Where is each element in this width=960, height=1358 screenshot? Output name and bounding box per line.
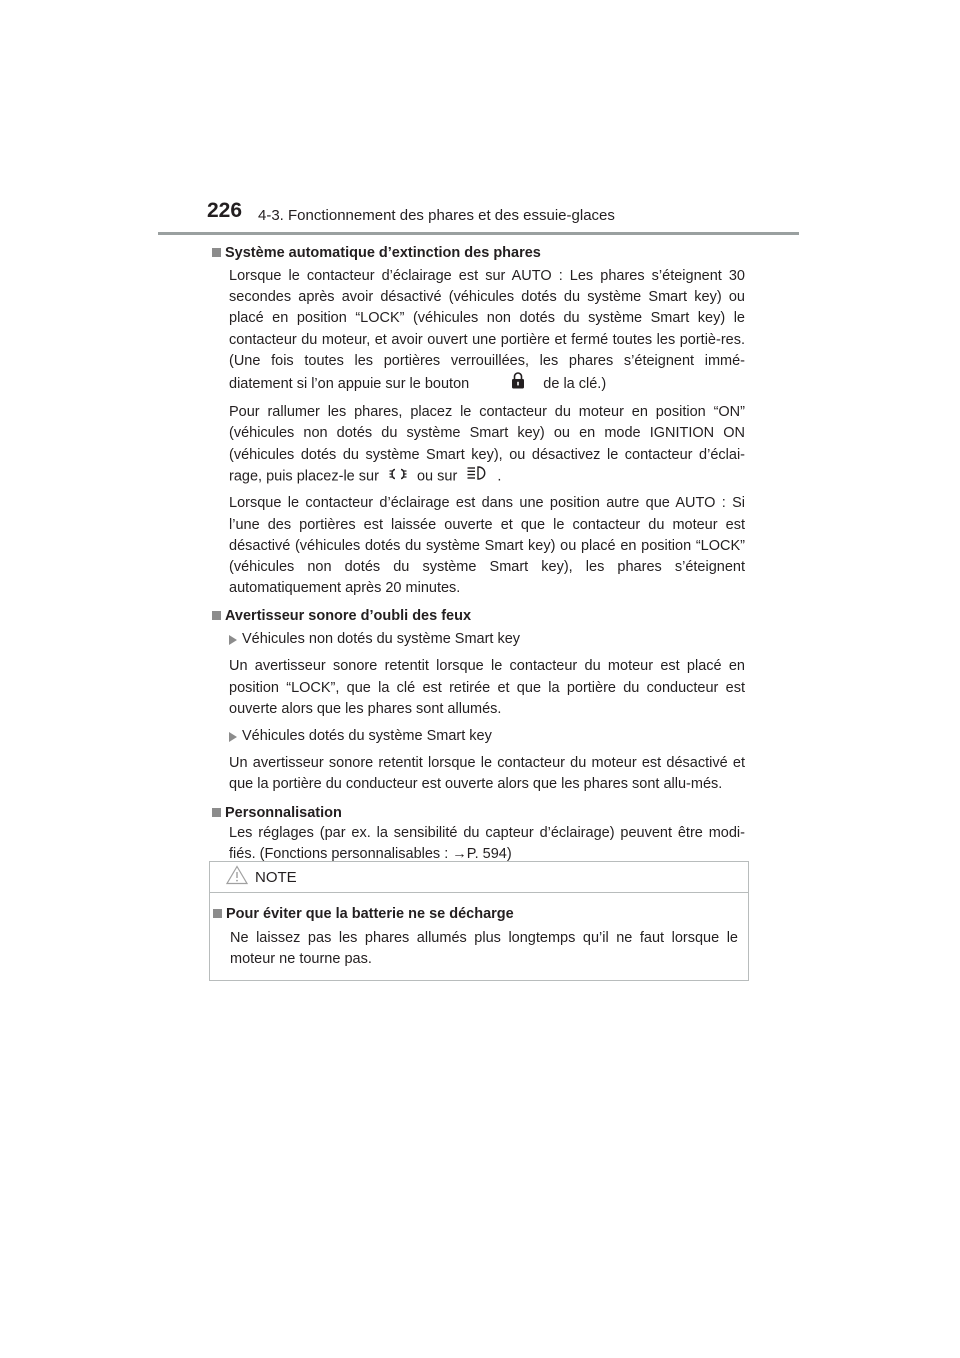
header-divider	[158, 232, 799, 235]
heading-auto-off	[212, 244, 745, 263]
square-bullet-icon	[213, 909, 222, 918]
paragraph-auto-off-1	[229, 266, 745, 396]
paragraph-text: Lorsque le contacteur d’éclairage est sur AUTO : Les phares s’éteignent 30 secondes après avoir désactivé (véhicules dotés du système Smart key) ou placé en position “LOCK” (véhicules non dotés du système Smart key) le contacteur du moteur, et avoir ouvert une portière et fermé toutes les portiè-res. (Une fois toutes les portières verrouillées, les phares s’éteignent immé-diatement si l’on appuie sur le bouton	[229, 268, 745, 392]
note-heading-text: Pour éviter que la batterie ne se décharge	[226, 906, 514, 922]
arrow-icon: →	[452, 845, 467, 862]
heading-buzzer-text: Avertisseur sonore d’oubli des feux	[225, 608, 472, 625]
main-content	[212, 244, 745, 871]
note-header	[210, 862, 748, 893]
paragraph-text: de la clé.)	[543, 375, 607, 392]
square-bullet-icon	[212, 808, 221, 817]
lock-icon	[511, 372, 525, 396]
triangle-bullet-icon	[229, 732, 237, 742]
paragraph-text: .	[497, 468, 502, 485]
subheading-text: Véhicules dotés du système Smart key	[242, 728, 492, 745]
triangle-bullet-icon	[229, 635, 237, 645]
paragraph-auto-off-3: Lorsque le contacteur d’éclairage est dans une position autre que AUTO : Si l’une des portières est laissée ouverte et que le contacteur du moteur est désactivé (véhicules dotés du système Smart key) ou placé en position “LOCK” (véhicules non dotés du système Smart key), les phares s’éteignent automatiquement après 20 minutes.	[229, 495, 745, 597]
note-text: Ne laissez pas les phares allumés plus longtemps qu’il ne faut lorsque le moteur ne tourne pas.	[230, 930, 738, 968]
paragraph-auto-off-2	[229, 402, 745, 487]
note-box	[209, 861, 749, 981]
square-bullet-icon	[212, 248, 221, 257]
paragraph-text: Pour rallumer les phares, placez le contacteur du moteur en position “ON” (véhicules non dotés du système Smart key) ou en mode IGNITION ON (véhicules dotés du système Smart key), ou désactivez le contacteur d’éclai-rage, puis placez-le sur	[229, 404, 745, 485]
section-title: 4-3. Fonctionnement des phares et des essuie-glaces	[258, 207, 615, 224]
warning-triangle-icon	[226, 865, 248, 890]
note-label: NOTE	[255, 868, 297, 886]
paragraph-buzzer-2: Un avertisseur sonore retentit lorsque le contacteur du moteur est désactivé et que la portière du conducteur est ouverte alors que les phares sont allu-més.	[229, 755, 745, 793]
headlight-icon	[467, 466, 489, 487]
subheading-smart-key	[229, 726, 745, 747]
paragraph-customization	[229, 823, 745, 865]
paragraph-buzzer-1: Un avertisseur sonore retentit lorsque le contacteur du moteur est placé en position “LOCK”, que la clé est retirée et que la portière du conducteur est ouverte alors que les phares sont allumés.	[229, 658, 745, 717]
note-heading	[213, 905, 738, 924]
paragraph-text: ou sur	[416, 468, 458, 485]
subheading-no-smart-key	[229, 629, 745, 650]
tail-light-icon	[389, 466, 407, 487]
heading-buzzer	[212, 607, 745, 626]
subheading-text: Véhicules non dotés du système Smart key	[242, 631, 521, 648]
page-reference-link[interactable]: P. 594)	[466, 845, 512, 862]
heading-auto-off-text: Système automatique d’extinction des phares	[225, 245, 541, 261]
heading-customization	[212, 804, 745, 823]
page-number: 226	[207, 199, 243, 222]
note-body	[210, 893, 748, 970]
square-bullet-icon	[212, 611, 221, 620]
paragraph-text: Les réglages (par ex. la sensibilité du capteur d’éclairage) peuvent être modi-fiés. (Fonctions personnalisables :	[229, 824, 745, 862]
heading-customization-text: Personnalisation	[225, 804, 342, 821]
